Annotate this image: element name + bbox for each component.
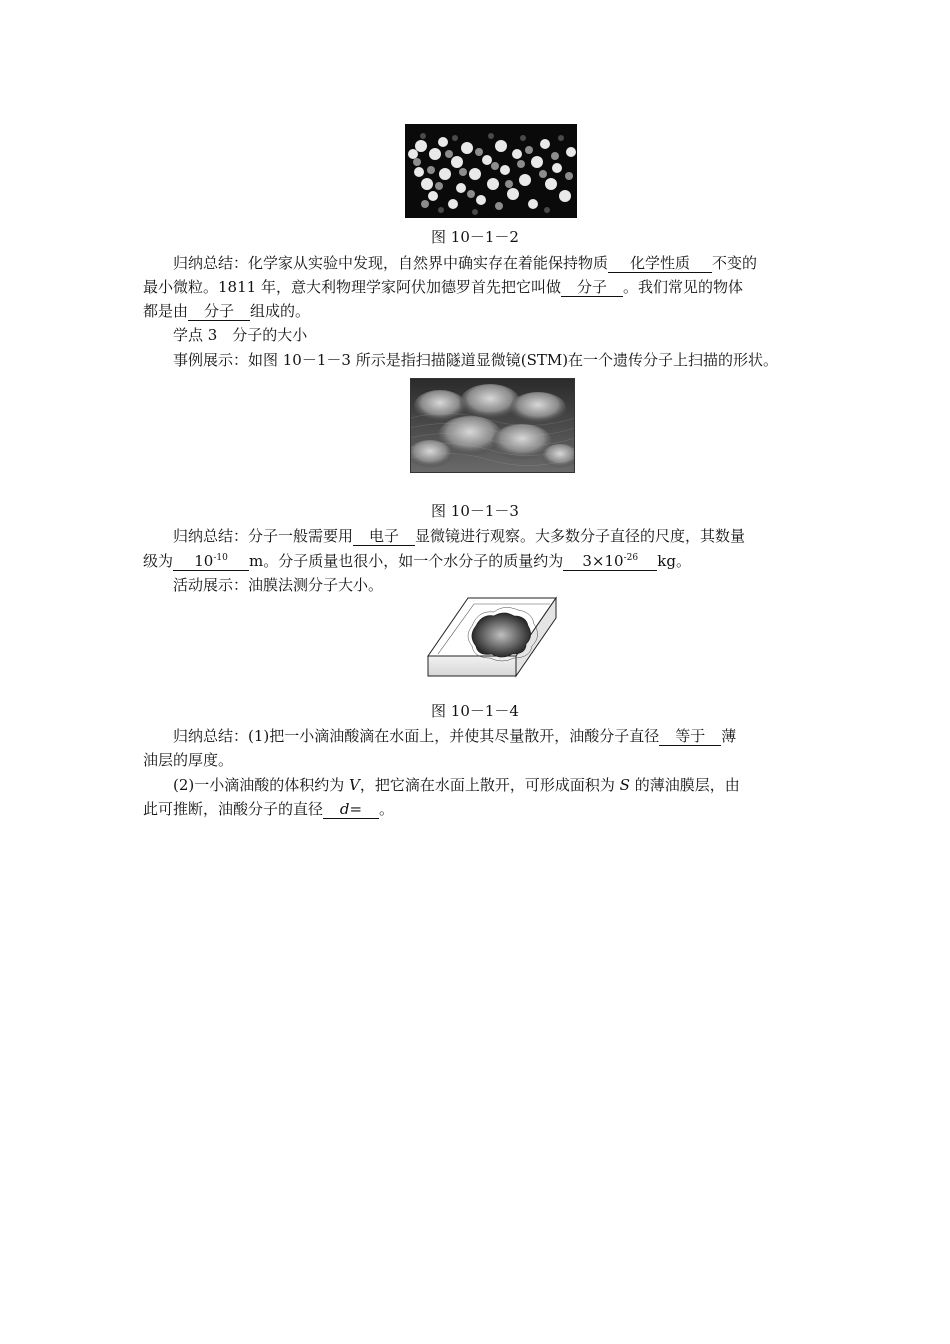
variable-v: V [349, 776, 360, 794]
para3-line3: (2)一小滴油酸的体积约为 V，把它滴在水面上散开，可形成面积为 S 的薄油膜层，由 [173, 776, 740, 794]
oil-film-tray-image [426, 596, 558, 682]
para2-line2: 级为 $10^{-10}$ m。分子质量也很小，如一个水分子的质量约为 $3\times 10^{-26}$ kg。 [143, 552, 691, 570]
blank-diameter-formula: d= [323, 800, 379, 819]
figure-caption-1: 图 10－1－2 [431, 228, 519, 246]
blank-molecule-1: 分子 [561, 278, 623, 297]
blank-molecule-2: 分子 [188, 302, 250, 321]
blank-electron: 电子 [353, 527, 415, 546]
para3-line2: 油层的厚度。 [143, 751, 234, 769]
activity-line: 活动展示：油膜法测分子大小。 [173, 576, 384, 594]
dna-model-image [405, 124, 577, 218]
para3-line4: 此可推断，油酸分子的直径 d= 。 [143, 800, 395, 818]
figure-caption-3: 图 10－1－4 [431, 702, 519, 720]
blank-equal: 等于 [659, 727, 721, 746]
blank-water-mass: $3\times 10^{-26}$ [563, 552, 657, 571]
para2-line1: 归纳总结：分子一般需要用 电子 显微镜进行观察。大多数分子直径的尺度，其数量 [173, 527, 746, 545]
blank-order-of-magnitude: $10^{-10}$ [173, 552, 249, 571]
stm-scan-image [410, 378, 575, 473]
para1-line2: 最小微粒。1811 年，意大利物理学家阿伏加德罗首先把它叫做 分子 。我们常见的物体 [143, 278, 743, 296]
example-line: 事例展示：如图 10－1－3 所示是指扫描隧道显微镜(STM)在一个遗传分子上扫描的形状。 [173, 351, 779, 369]
para1-line1: 归纳总结：化学家从实验中发现，自然界中确实存在着能保持物质 化学性质 不变的 [173, 254, 758, 272]
para1-line3: 都是由 分子 组成的。 [143, 302, 311, 320]
variable-s: S [619, 776, 630, 794]
blank-chemical-property: 化学性质 [608, 254, 712, 273]
figure-caption-2: 图 10－1－3 [431, 502, 519, 520]
section-heading: 学点 3 分子的大小 [173, 326, 308, 344]
para3-line1: 归纳总结：(1)把一小滴油酸滴在水面上，并使其尽量散开，油酸分子直径 等于 薄 [173, 727, 737, 745]
